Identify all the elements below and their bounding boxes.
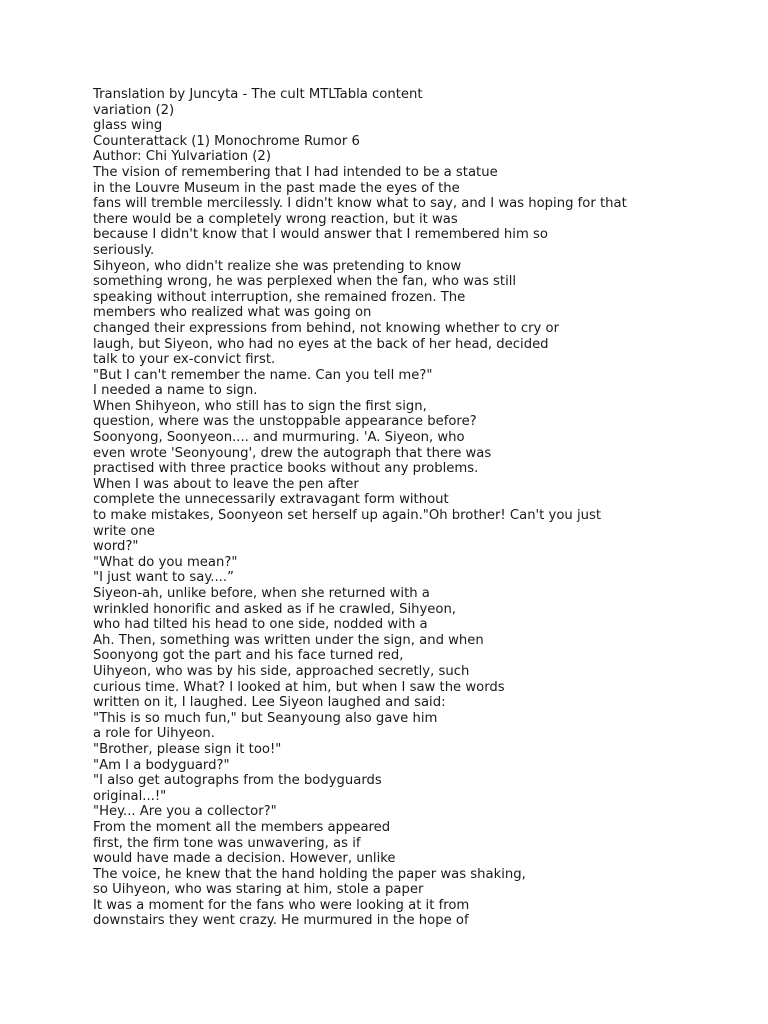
text-line: who had tilted his head to one side, nodded with a (93, 617, 428, 633)
text-line: wrinkled honorific and asked as if he crawled, Sihyeon, (93, 601, 456, 617)
text-line: members who realized what was going on (93, 305, 372, 321)
text-line: "This is so much fun," but Seanyoung also gave him (93, 710, 438, 726)
text-line: because I didn't know that I would answer that I remembered him so (93, 227, 548, 243)
text-line: changed their expressions from behind, not knowing whether to cry or (93, 320, 560, 336)
text-line: From the moment all the members appeared (93, 819, 391, 835)
text-line: Soonyong got the part and his face turned red, (93, 648, 404, 664)
text-line: word?" (93, 539, 139, 555)
text-line: in the Louvre Museum in the past made the eyes of the (93, 180, 460, 196)
text-line: first, the firm tone was unwavering, as if (93, 835, 361, 851)
text-line: glass wing (93, 118, 163, 134)
text-line: Ah. Then, something was written under the sign, and when (93, 632, 484, 648)
text-line: original...!" (93, 788, 167, 804)
text-line: variation (2) (93, 102, 175, 118)
text-line: curious time. What? I looked at him, but when I saw the words (93, 679, 505, 695)
text-line: Sihyeon, who didn't realize she was pretending to know (93, 258, 462, 274)
text-line: written on it, I laughed. Lee Siyeon laughed and said: (93, 695, 446, 711)
text-line: "What do you mean?" (93, 554, 238, 570)
text-line: When Shihyeon, who still has to sign the first sign, (93, 398, 427, 414)
text-line: I needed a name to sign. (93, 383, 258, 399)
text-line: "Brother, please sign it too!" (93, 741, 282, 757)
text-line: When I was about to leave the pen after (93, 476, 359, 492)
text-line: talk to your ex-convict first. (93, 352, 276, 368)
text-line: It was a moment for the fans who were looking at it from (93, 897, 470, 913)
text-line: "I also get autographs from the bodyguards (93, 773, 382, 789)
text-line: to make mistakes, Soonyeon set herself up again."Oh brother! Can't you just (93, 508, 602, 524)
document-body (93, 87, 713, 929)
text-line: Soonyong, Soonyeon.... and murmuring. 'A. Siyeon, who (93, 430, 465, 446)
text-line: Siyeon-ah, unlike before, when she returned with a (93, 586, 430, 601)
text-line: Uihyeon, who was by his side, approached secretly, such (93, 663, 470, 679)
text-line: fans will tremble mercilessly. I didn't know what to say, and I was hoping for that (93, 196, 627, 212)
text-line: "Hey... Are you a collector?" (93, 804, 277, 820)
text-line: "Am I a bodyguard?" (93, 757, 230, 773)
text-line: question, where was the unstoppable appearance before? (93, 414, 477, 430)
text-line: even wrote 'Seonyoung', drew the autograph that there was (93, 445, 492, 461)
text-line: a role for Uihyeon. (93, 726, 215, 742)
text-line: Counterattack (1) Monochrome Rumor 6 (93, 133, 360, 149)
text-line: would have made a decision. However, unlike (93, 851, 396, 867)
text-line: so Uihyeon, who was staring at him, stole a paper (93, 882, 424, 898)
text-line: there would be a completely wrong reaction, but it was (93, 211, 458, 227)
text-line: The vision of remembering that I had intended to be a statue (93, 164, 498, 180)
text-line: seriously. (93, 242, 155, 258)
text-line: write one (93, 523, 155, 539)
text-line: speaking without interruption, she remained frozen. The (93, 289, 466, 305)
text-line: something wrong, he was perplexed when the fan, who was still (93, 274, 517, 290)
text-line: Author: Chi Yulvariation (2) (93, 149, 271, 165)
text-line: practised with three practice books without any problems. (93, 461, 479, 477)
text-line: "I just want to say....” (93, 570, 234, 586)
text-line: laugh, but Siyeon, who had no eyes at the back of her head, decided (93, 336, 549, 352)
document-title-line: Translation by Juncyta - The cult MTLTabla content (93, 87, 423, 102)
text-line: complete the unnecessarily extravagant form without (93, 492, 449, 508)
text-line: The voice, he knew that the hand holding the paper was shaking, (93, 866, 526, 882)
text-line: downstairs they went crazy. He murmured in the hope of (93, 913, 469, 929)
text-line: "But I can't remember the name. Can you tell me?" (93, 367, 433, 383)
